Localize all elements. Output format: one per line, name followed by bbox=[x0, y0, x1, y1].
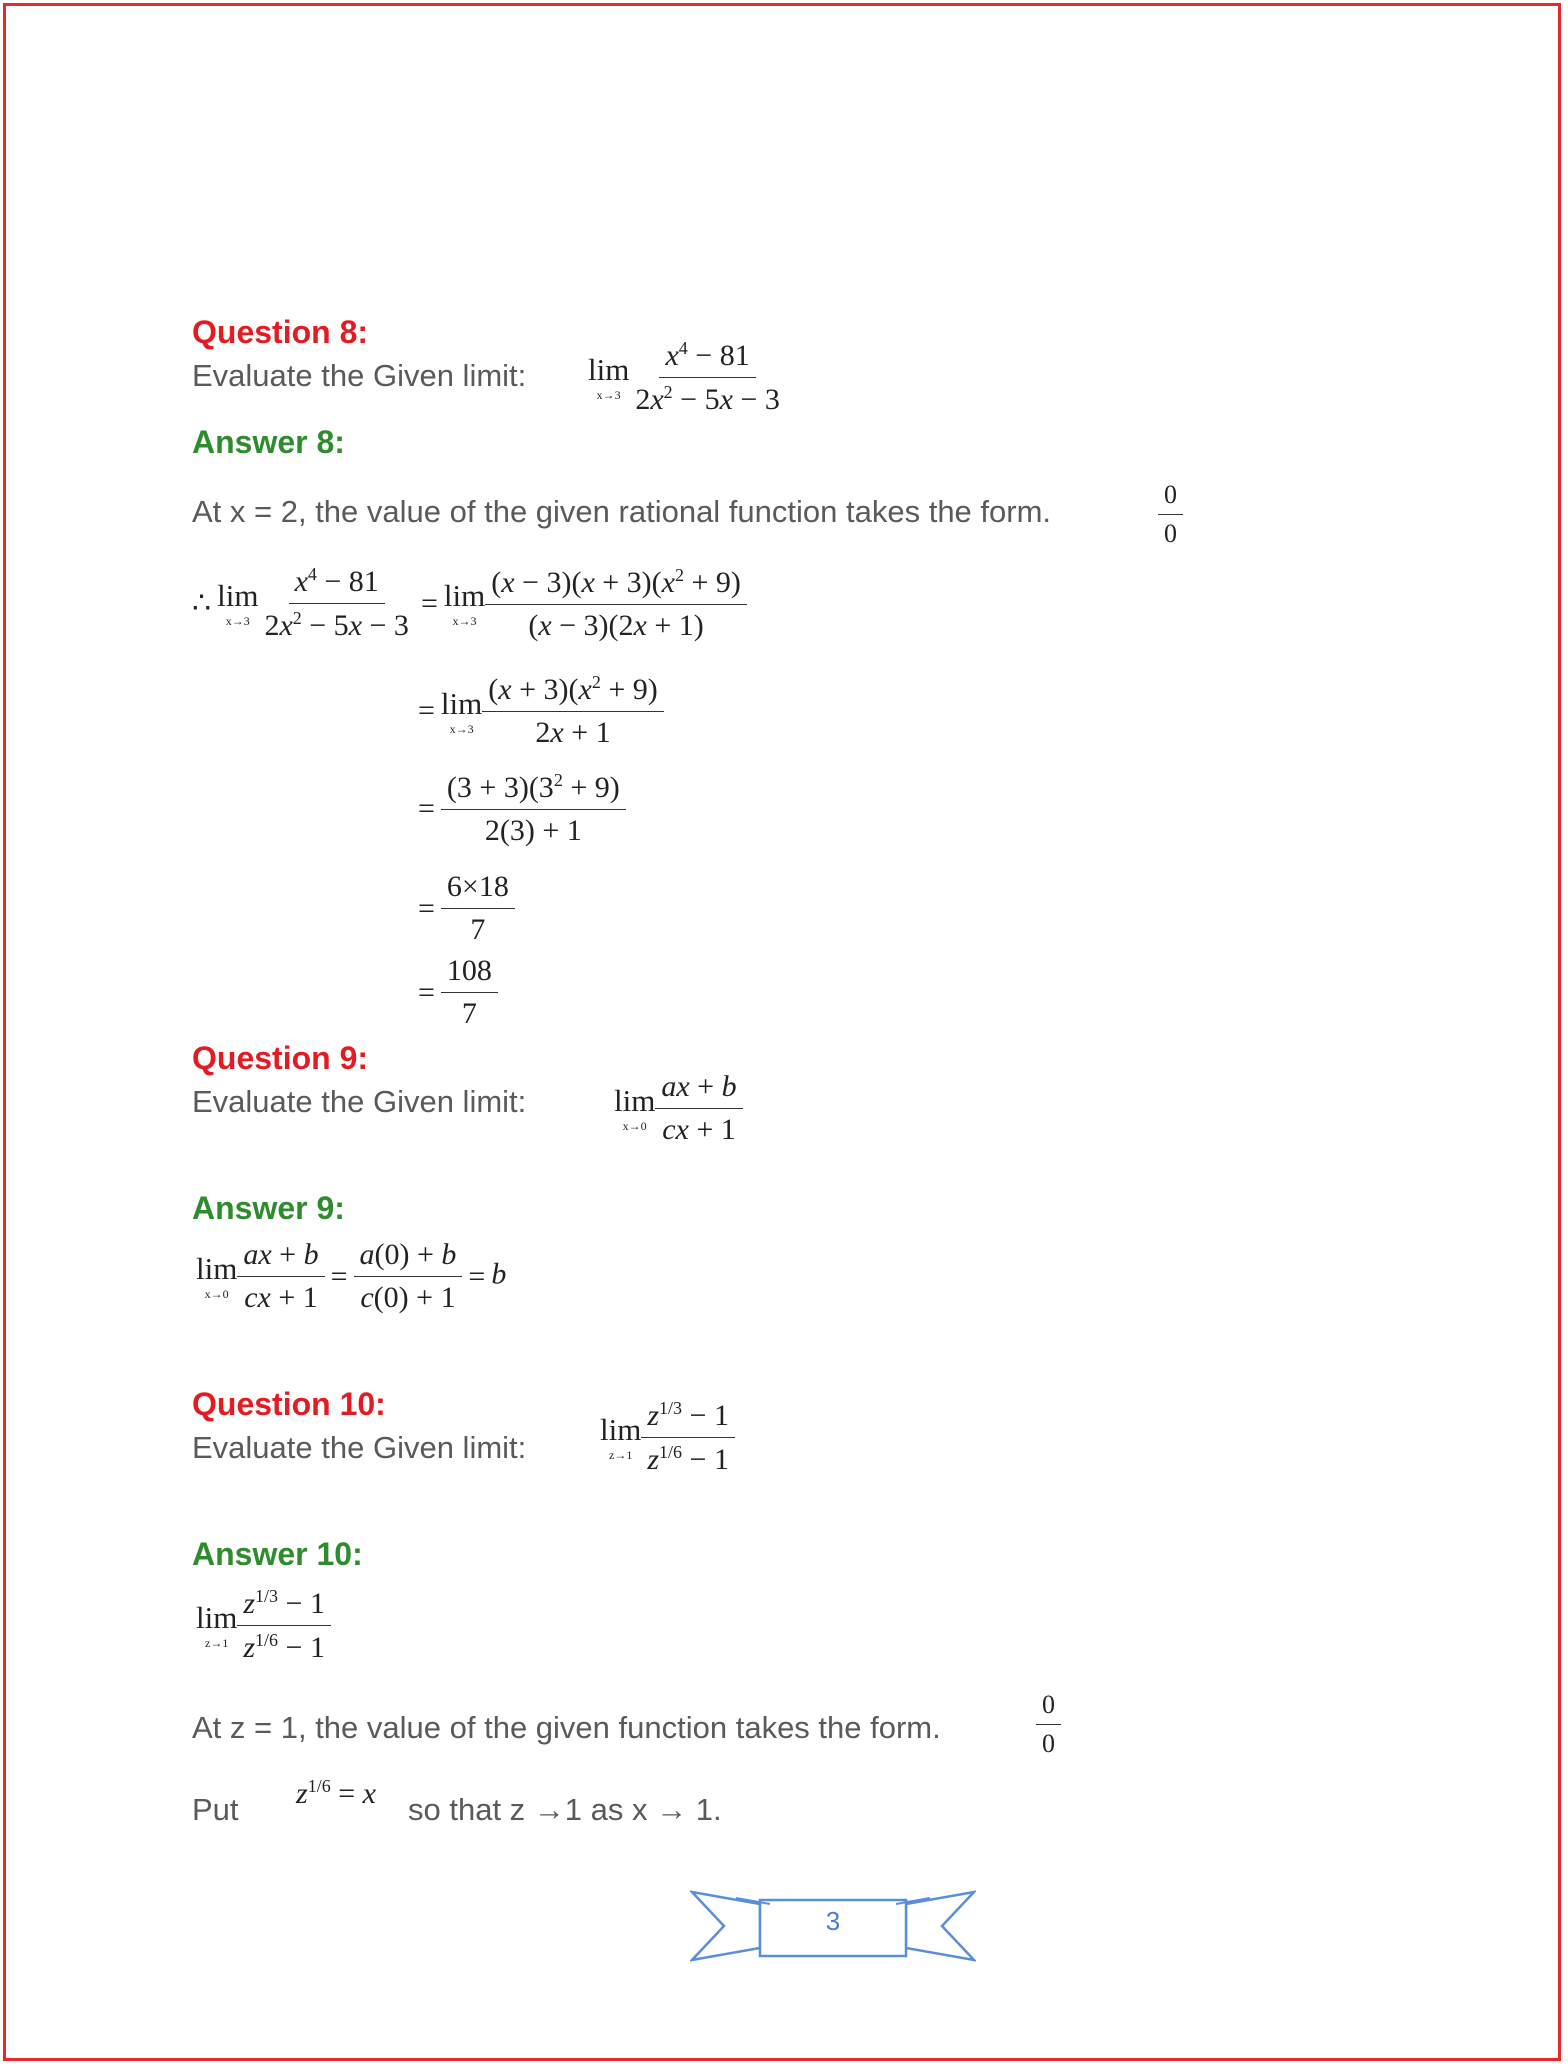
answer-8-step-1: ∴ lim x→3 $\frac{x^4 - 81}{2x^2 - 5x - 3}$ = lim x→3 $\frac{(x - 3)(x + 3)(x^2 + 9)}{(x - 3)(2x + 1)}$ bbox=[192, 564, 747, 643]
question-8-heading: Question 8: bbox=[192, 314, 369, 350]
answer-8-intro: At x = 2, the value of the given rational function takes the form. bbox=[192, 494, 1052, 529]
answer-8-step-3: = $\frac{(3 + 3)(3^2 + 9)}{2(3) + 1}$ bbox=[418, 770, 626, 848]
put-label: Put bbox=[192, 1792, 239, 1827]
zero-over-zero-10: $\frac{0}{0}$ bbox=[1036, 1690, 1061, 1759]
question-9-prompt: Evaluate the Given limit: bbox=[192, 1084, 527, 1119]
answer-8-heading: Answer 8: bbox=[192, 424, 345, 460]
answer-9-solution: lim x→0 $\frac{ax + b}{cx + 1}$ = $\frac{a(0) + b}{c(0) + 1}$ = b bbox=[196, 1238, 507, 1314]
substitution-note: so that z →1 as x → 1. bbox=[408, 1792, 722, 1827]
page-number-ribbon bbox=[690, 1886, 976, 1966]
answer-10-heading: Answer 10: bbox=[192, 1536, 363, 1572]
answer-10-limit: lim z→1 $\frac{z^{1/3} - 1}{z^{1/6} - 1}$ bbox=[196, 1586, 331, 1665]
answer-8-step-2: = lim x→3 $\frac{(x + 3)(x^2 + 9)}{2x + 1}$ bbox=[418, 672, 664, 750]
question-10-heading: Question 10: bbox=[192, 1386, 386, 1422]
question-10-prompt: Evaluate the Given limit: bbox=[192, 1430, 527, 1465]
substitution-expression: $z^{1/6} = x$ bbox=[296, 1776, 376, 1810]
answer-8-result: = $\frac{108}{7}$ bbox=[418, 954, 498, 1031]
question-9-limit: lim x→0 $\frac{ax + b}{cx + 1}$ bbox=[614, 1070, 743, 1147]
question-8-limit: lim x→3 $\frac{x^4 - 81}{2x^2 - 5x - 3}$ bbox=[588, 338, 780, 416]
question-10-limit: lim z→1 $\frac{z^{1/3} - 1}{z^{1/6} - 1}$ bbox=[600, 1398, 735, 1477]
question-9-heading: Question 9: bbox=[192, 1040, 369, 1076]
page-border bbox=[3, 3, 1561, 2061]
question-8-prompt: Evaluate the Given limit: bbox=[192, 358, 527, 393]
answer-9-heading: Answer 9: bbox=[192, 1190, 345, 1226]
zero-over-zero-8: $\frac{0}{0}$ bbox=[1158, 480, 1183, 549]
answer-10-intro: At z = 1, the value of the given function takes the form. bbox=[192, 1710, 941, 1745]
page-number: 3 bbox=[825, 1906, 841, 1936]
answer-8-step-4: = $\frac{6\times 18}{7}$ bbox=[418, 870, 515, 947]
